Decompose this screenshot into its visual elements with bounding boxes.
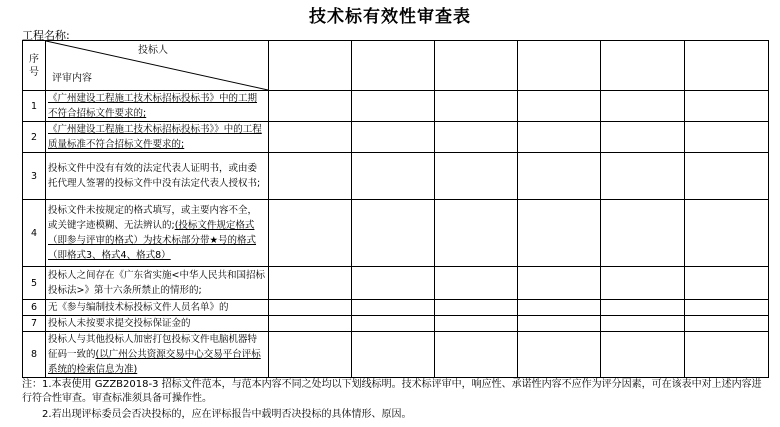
bidder-column-cell[interactable]	[269, 41, 352, 91]
table-row	[23, 332, 769, 378]
criterion-text: 投标文件未按规定的格式填写，或主要内容不全，或关键字迹模糊、无法辨认的;	[48, 205, 258, 231]
table-row	[23, 267, 769, 300]
bidder-result-cell[interactable]	[601, 122, 685, 153]
bidder-result-cell[interactable]	[352, 267, 435, 300]
bidder-result-cell[interactable]	[269, 332, 352, 378]
criterion-text: 投标人之间存在《广东省实施<中华人民共和国招标投标法>》第十六条所禁止的情形的;	[48, 270, 265, 296]
table-row	[23, 91, 769, 122]
note-2: 2.若出现评标委员会否决投标的，应在评标报告中载明否决投标的具体情形、原因。	[42, 409, 412, 420]
bidder-result-cell[interactable]	[269, 200, 352, 267]
bidder-result-cell[interactable]	[601, 91, 685, 122]
bidder-result-cell[interactable]	[435, 153, 518, 200]
bidder-column-cell[interactable]	[685, 41, 769, 91]
bidder-result-cell[interactable]	[685, 153, 769, 200]
table-row	[23, 122, 769, 153]
criterion-text: 投标人与其他投标人加密打包投标文件电脑机器特征码一致的	[48, 334, 258, 360]
bidder-result-cell[interactable]	[601, 153, 685, 200]
row-number: 4	[23, 200, 46, 267]
bidder-result-cell[interactable]	[435, 316, 518, 332]
bidder-result-cell[interactable]	[435, 200, 518, 267]
bidder-result-cell[interactable]	[518, 316, 601, 332]
bidder-result-cell[interactable]	[269, 316, 352, 332]
bidder-result-cell[interactable]	[518, 200, 601, 267]
bidder-result-cell[interactable]	[352, 316, 435, 332]
row-number: 5	[23, 267, 46, 300]
bidder-result-cell[interactable]	[685, 267, 769, 300]
review-content-header: 评审内容	[52, 73, 92, 84]
seq-header-bottom: 号	[29, 66, 39, 78]
bidder-column-cell[interactable]	[518, 41, 601, 91]
bidder-result-cell[interactable]	[601, 332, 685, 378]
seq-header-top: 序	[29, 53, 39, 65]
bidder-column-cell[interactable]	[435, 41, 518, 91]
table-row	[23, 153, 769, 200]
bidder-result-cell[interactable]	[518, 91, 601, 122]
bidder-result-cell[interactable]	[352, 332, 435, 378]
bidder-result-cell[interactable]	[601, 316, 685, 332]
bidder-result-cell[interactable]	[269, 122, 352, 153]
review-content	[46, 332, 269, 378]
seq-header	[23, 41, 46, 91]
bidder-result-cell[interactable]	[685, 332, 769, 378]
review-content	[46, 300, 269, 316]
bidder-result-cell[interactable]	[269, 91, 352, 122]
criterion-text: 无《参与编制技术标投标文件人员名单》的	[48, 302, 229, 313]
row-number: 2	[23, 122, 46, 153]
bidder-result-cell[interactable]	[352, 200, 435, 267]
bidder-result-cell[interactable]	[601, 200, 685, 267]
review-content	[46, 91, 269, 122]
bidder-result-cell[interactable]	[352, 153, 435, 200]
bidder-header: 投标人	[138, 45, 168, 56]
bidder-result-cell[interactable]	[352, 91, 435, 122]
review-content	[46, 153, 269, 200]
header-row	[23, 41, 769, 91]
bidder-result-cell[interactable]	[269, 153, 352, 200]
note-1: 注：1.本表使用 GZZB2018-3 招标文件范本，与范本内容不同之处均以下划线标明。技术标评审中，响应性、承诺性内容不应作为评分因素，可在该表中对上述内容进行符合性审查。审查标准须具备可操作性。	[22, 379, 762, 404]
bidder-result-cell[interactable]	[352, 122, 435, 153]
review-content	[46, 200, 269, 267]
table-row	[23, 316, 769, 332]
bidder-column-cell[interactable]	[601, 41, 685, 91]
criterion-text: 投标人未按要求提交投标保证金的	[48, 318, 191, 329]
bidder-result-cell[interactable]	[601, 300, 685, 316]
table-row	[23, 300, 769, 316]
criterion-text: 投标文件中没有有效的法定代表人证明书，或由委托代理人签署的投标文件中没有法定代表人授权书;	[48, 163, 261, 189]
criterion-text: (以广州公共资源交易中心交易平台评标系统的检索信息为准)	[48, 349, 261, 375]
notes	[22, 378, 770, 422]
project-name-label: 工程名称:	[22, 29, 70, 42]
criterion-text: 《广州建设工程施工技术标招标投标书》》中的工程质量标准不符合招标文件要求的;	[48, 124, 262, 150]
bidder-result-cell[interactable]	[269, 300, 352, 316]
bidder-result-cell[interactable]	[518, 153, 601, 200]
bidder-result-cell[interactable]	[685, 300, 769, 316]
bidder-result-cell[interactable]	[601, 267, 685, 300]
bidder-result-cell[interactable]	[518, 267, 601, 300]
row-number: 8	[23, 332, 46, 378]
row-number: 3	[23, 153, 46, 200]
bidder-result-cell[interactable]	[435, 300, 518, 316]
bidder-result-cell[interactable]	[685, 200, 769, 267]
criterion-text: (投标文件规定格式（即参与评审的格式）为技术标部分带★号的格式（即格式3、格式4、格式8）	[48, 220, 257, 261]
review-content	[46, 267, 269, 300]
review-content	[46, 316, 269, 332]
bidder-result-cell[interactable]	[269, 267, 352, 300]
page-title: 技术标有效性审查表	[309, 7, 471, 27]
bidder-result-cell[interactable]	[685, 91, 769, 122]
bidder-result-cell[interactable]	[435, 332, 518, 378]
bidder-result-cell[interactable]	[518, 332, 601, 378]
bidder-result-cell[interactable]	[435, 91, 518, 122]
bidder-result-cell[interactable]	[435, 267, 518, 300]
criterion-text: 《广州建设工程施工技术标招标投标书》中的工期不符合招标文件要求的;	[48, 93, 258, 119]
review-table	[22, 40, 769, 378]
row-number: 7	[23, 316, 46, 332]
review-content	[46, 122, 269, 153]
bidder-result-cell[interactable]	[685, 316, 769, 332]
diagonal-header-cell	[46, 41, 269, 91]
row-number: 1	[23, 91, 46, 122]
row-number: 6	[23, 300, 46, 316]
bidder-result-cell[interactable]	[518, 122, 601, 153]
bidder-column-cell[interactable]	[352, 41, 435, 91]
table-row	[23, 200, 769, 267]
bidder-result-cell[interactable]	[435, 122, 518, 153]
bidder-result-cell[interactable]	[352, 300, 435, 316]
bidder-result-cell[interactable]	[518, 300, 601, 316]
bidder-result-cell[interactable]	[685, 122, 769, 153]
